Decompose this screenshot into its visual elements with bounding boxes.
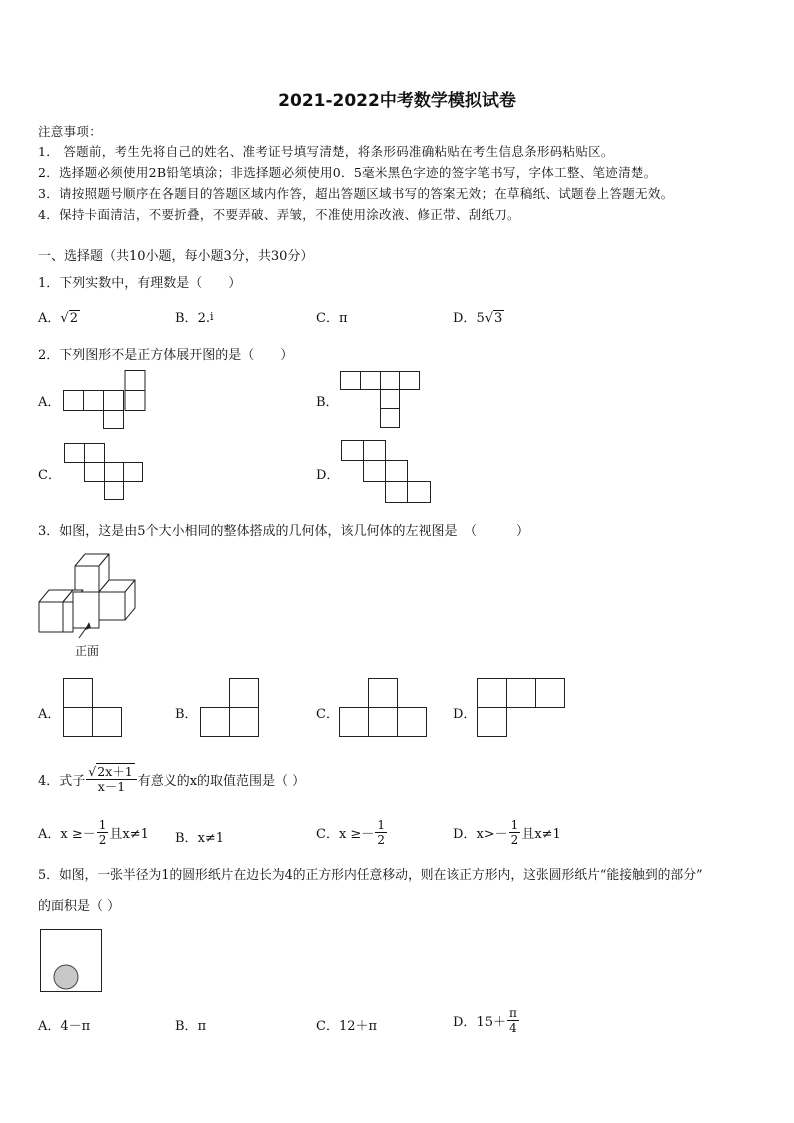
q1-option-c bbox=[316, 307, 348, 326]
q3-option-c-label: C． bbox=[316, 707, 339, 722]
option-label: B． bbox=[175, 1019, 198, 1034]
numerator: π bbox=[508, 1006, 517, 1020]
radicand: 2x＋1 bbox=[97, 764, 133, 779]
front-label: 正面 bbox=[75, 644, 100, 658]
q4-fraction: $\frac{√2x+1}{x-1}$ bbox=[86, 765, 136, 794]
note-item-3: 3．请按照题号顺序在各题目的答题区域内作答，超出答题区域书写的答案无效；在草稿纸、试题卷上答题无效。 bbox=[38, 186, 674, 201]
q4-option-a bbox=[38, 818, 149, 847]
q5-option-c bbox=[316, 1015, 377, 1034]
option-label: D． bbox=[453, 827, 477, 842]
option-label: C． bbox=[316, 1019, 339, 1034]
q2-net-b bbox=[340, 371, 422, 429]
option-text: 12＋π bbox=[338, 1019, 378, 1034]
q2-option-d-label: D． bbox=[316, 468, 340, 483]
q2-net-a bbox=[63, 370, 147, 430]
option-label: B． bbox=[175, 831, 198, 846]
numerator: 1 bbox=[98, 818, 107, 832]
q2-stem: 2．下列图形不是正方体展开图的是（ ） bbox=[38, 348, 294, 363]
q1-stem: 1．下列实数中，有理数是（ ） bbox=[38, 276, 242, 291]
q2-net-c bbox=[64, 443, 146, 501]
numerator: 1 bbox=[377, 818, 385, 832]
numerator: 1 bbox=[510, 818, 519, 832]
q1-option-b bbox=[175, 307, 214, 326]
note-item-4: 4．保持卡面清洁，不要折叠，不要弄破、弄皱，不准使用涂改液、修正带、刮纸刀。 bbox=[38, 207, 520, 222]
option-text: 2. bbox=[197, 311, 210, 326]
q3-stem: 3．如图，这是由5个大小相同的整体搭成的几何体，该几何体的左视图是 （ ） bbox=[38, 524, 530, 539]
q4-stem-pre: 4．式子 bbox=[38, 774, 86, 789]
repeating-digit-mark: i bbox=[209, 310, 214, 323]
q2-net-d bbox=[341, 440, 435, 506]
q3-option-a-label: A． bbox=[38, 707, 61, 722]
q3-view-b bbox=[200, 678, 262, 740]
q3-view-c bbox=[339, 678, 431, 740]
q4-stem bbox=[38, 765, 305, 794]
page-title: 2021-2022中考数学模拟试卷 bbox=[278, 91, 516, 111]
option-label: A． bbox=[38, 1019, 61, 1034]
section-heading: 一、选择题（共10小题，每小题3分，共30分） bbox=[38, 249, 314, 264]
option-text: x ≥－ bbox=[338, 827, 375, 842]
option-text: x≠1 bbox=[197, 831, 225, 846]
q5-stem-line1: 5．如图，一张半径为1的圆形纸片在边长为4的正方形内任意移动，则在该正方形内，这张圆形纸片“能接触到的部分” bbox=[38, 868, 703, 883]
option-label: C． bbox=[316, 827, 339, 842]
q4-option-b bbox=[175, 827, 224, 846]
q1-option-d: D．5√3 bbox=[453, 311, 503, 326]
q5-option-a bbox=[38, 1015, 90, 1034]
option-text: 且x≠1 bbox=[109, 827, 149, 842]
option-text: x>－ bbox=[476, 827, 508, 842]
denominator: 4 bbox=[509, 1021, 517, 1035]
notes-heading: 注意事项： bbox=[38, 124, 103, 139]
q3-option-d-label: D． bbox=[453, 707, 477, 722]
denominator: 2 bbox=[98, 833, 107, 847]
option-text: π bbox=[197, 1019, 207, 1034]
q5-option-b bbox=[175, 1015, 206, 1034]
denominator: 2 bbox=[510, 833, 519, 847]
option-text: 4－π bbox=[60, 1019, 91, 1034]
q3-view-a bbox=[63, 678, 125, 740]
q5-stem-line2: 的面积是（ ） bbox=[38, 899, 121, 914]
option-text: x ≥－ bbox=[60, 827, 96, 842]
note-item-1: 1． 答题前，考生先将自己的姓名、准考证号填写清楚，将条形码准确粘贴在考生信息条形码粘贴区。 bbox=[38, 144, 614, 159]
q3-solid-figure bbox=[37, 550, 137, 640]
option-label: A． bbox=[38, 827, 61, 842]
q4-option-d bbox=[453, 818, 561, 847]
radicand: 2 bbox=[69, 311, 78, 326]
q3-option-b-label: B． bbox=[175, 707, 198, 722]
q2-option-c-label: C． bbox=[38, 468, 61, 483]
q2-option-b-label: B． bbox=[316, 395, 339, 410]
option-label: D． bbox=[453, 1015, 477, 1030]
q4-option-c bbox=[316, 818, 388, 847]
coefficient: 5 bbox=[476, 311, 485, 326]
option-text: 且x≠1 bbox=[521, 827, 561, 842]
option-label: B． bbox=[175, 311, 198, 326]
note-item-2: 2．选择题必须使用2B铅笔填涂；非选择题必须使用0．5毫米黑色字迹的签字笔书写，字体工整、笔迹清楚。 bbox=[38, 165, 657, 180]
denominator: 2 bbox=[377, 833, 385, 847]
q1-option-a: A．√2 bbox=[38, 311, 78, 326]
option-text: 15＋ bbox=[476, 1015, 506, 1030]
option-label: C． bbox=[316, 311, 339, 326]
option-label: D． bbox=[453, 311, 477, 326]
denominator: x－1 bbox=[97, 779, 126, 794]
q5-option-d bbox=[453, 1006, 520, 1035]
q2-option-a-label: A． bbox=[38, 395, 61, 410]
option-text: π bbox=[338, 311, 348, 326]
option-label: A． bbox=[38, 311, 61, 326]
radicand: 3 bbox=[494, 311, 503, 326]
q3-view-d bbox=[477, 678, 569, 740]
q4-stem-post: 有意义的x的取值范围是（ ） bbox=[137, 774, 306, 789]
q5-square-circle-figure bbox=[40, 929, 104, 993]
